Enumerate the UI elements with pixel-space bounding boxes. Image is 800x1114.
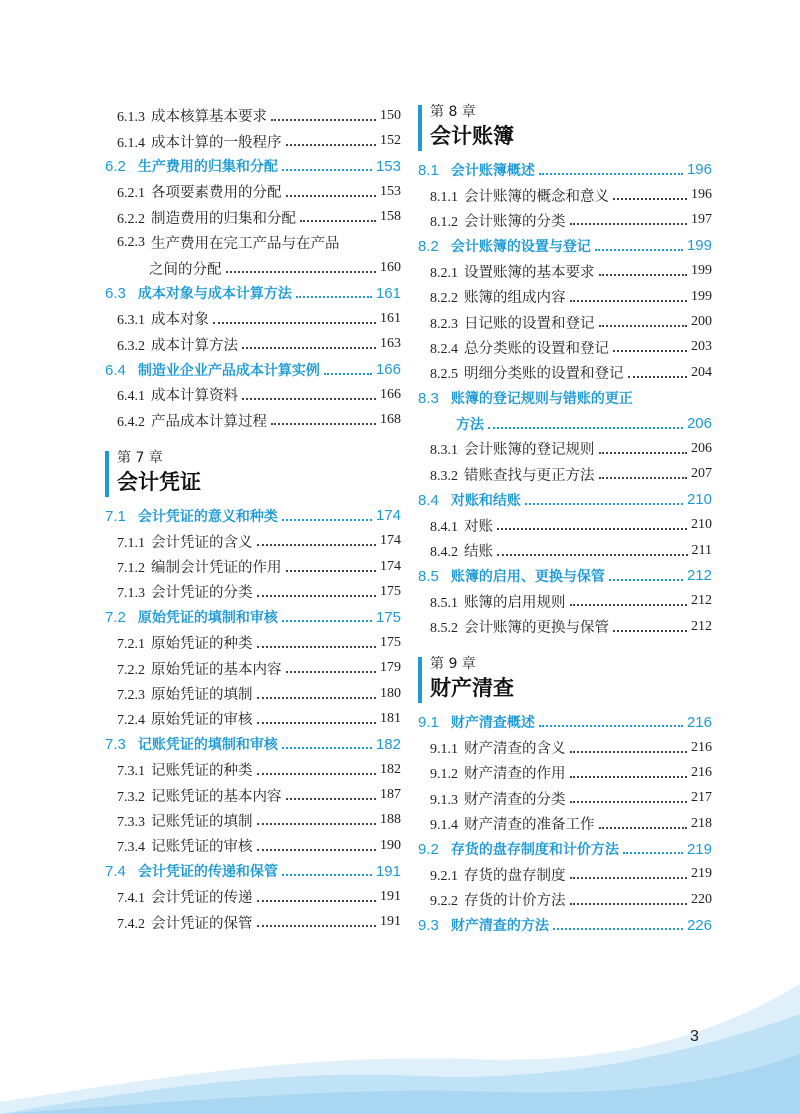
- dot-leader: [296, 296, 372, 298]
- page-ref: 206: [686, 415, 712, 433]
- entry-number: 7.4.2: [117, 916, 145, 932]
- dot-leader: [282, 747, 372, 749]
- page-ref: 197: [691, 212, 712, 228]
- page-ref: 163: [380, 336, 401, 352]
- dot-leader: [257, 823, 377, 825]
- dot-leader: [282, 169, 372, 171]
- entry-number: 7.3.4: [117, 840, 145, 856]
- page-ref: 212: [691, 593, 712, 609]
- entry-title: 记账凭证的审核: [151, 839, 253, 856]
- page-ref: 180: [380, 685, 401, 701]
- page-ref: 168: [380, 412, 401, 428]
- dot-leader: [257, 925, 377, 927]
- dot-leader: [271, 423, 376, 425]
- dot-leader: [282, 874, 372, 876]
- dot-leader: [599, 827, 688, 829]
- dot-leader: [570, 801, 688, 803]
- toc-entry-7-4-1[interactable]: [105, 884, 401, 909]
- toc-section-6-2[interactable]: 6.2 生产费用的归集和分配 153: [105, 157, 401, 176]
- page-ref: 160: [380, 260, 401, 276]
- page-ref: 216: [691, 739, 712, 755]
- toc-section-6-3[interactable]: 6.3 成本对象与成本计算方法 161: [105, 284, 401, 303]
- page-ref: 204: [691, 364, 712, 380]
- toc-entry-6-2-2[interactable]: 6.2.2 制造费用的归集和分配 158: [117, 209, 401, 227]
- dot-leader: [257, 849, 377, 851]
- toc-section-7-1[interactable]: [105, 503, 401, 528]
- dot-leader: [570, 903, 688, 905]
- toc-entry-7-1-2[interactable]: [105, 554, 401, 579]
- toc-entry-7-4-2[interactable]: [105, 909, 401, 934]
- dot-leader: [570, 300, 688, 302]
- toc-entry-8-2-1[interactable]: 8.2.1 设置账簿的基本要求 199: [430, 263, 712, 281]
- dot-leader: [242, 398, 376, 400]
- entry-title: 记账凭证的填制: [151, 813, 253, 830]
- entry-title: 原始凭证的填制: [151, 687, 253, 703]
- dot-leader: [570, 776, 688, 778]
- page-ref: 199: [691, 263, 712, 279]
- page-ref: 210: [686, 491, 712, 509]
- page-ref: 191: [375, 862, 401, 880]
- toc-entry-8-4-1[interactable]: 8.4.1 对账 210: [430, 517, 712, 535]
- page-ref: 188: [380, 812, 401, 828]
- toc-entry-7-2-3[interactable]: [105, 681, 401, 706]
- entry-title: 记账凭证的种类: [151, 763, 253, 780]
- entry-title: 会计凭证的传递和保管: [137, 864, 278, 881]
- entry-title: 会计凭证的传递: [151, 890, 253, 907]
- dot-leader: [525, 503, 683, 505]
- page-ref: 158: [380, 209, 401, 225]
- toc-section-8-2[interactable]: 8.2 会计账簿的设置与登记 199: [418, 237, 712, 255]
- dot-leader: [257, 595, 377, 597]
- page-ref: 191: [380, 914, 401, 930]
- toc-section-7-3[interactable]: [105, 732, 401, 757]
- toc-entry-8-2-2[interactable]: 8.2.2 账簿的组成内容 199: [430, 288, 712, 307]
- toc-entry-6-2-3-line2[interactable]: 之间的分配 160: [149, 260, 401, 278]
- dot-leader: [613, 630, 687, 632]
- page-ref: 166: [380, 386, 401, 402]
- toc-entry-6-3-1[interactable]: 6.3.1 成本对象 161: [117, 310, 401, 329]
- toc-entry-9-1-1[interactable]: 9.1.1 财产清查的含义 216: [430, 739, 712, 757]
- toc-section-8-4[interactable]: 8.4 对账和结账 210: [418, 491, 712, 509]
- page-ref: 175: [380, 634, 401, 650]
- toc-entry-7-2-4[interactable]: [105, 706, 401, 731]
- dot-leader: [613, 350, 687, 352]
- toc-entry-6-4-2[interactable]: 6.4.2 产品成本计算过程 168: [117, 412, 401, 430]
- toc-section-8-1[interactable]: 8.1 会计账簿概述 196: [418, 161, 712, 179]
- dot-leader: [213, 322, 376, 324]
- dot-leader: [286, 798, 377, 800]
- dot-leader: [257, 773, 377, 775]
- page-ref: 187: [380, 787, 401, 803]
- toc-section-7-2[interactable]: [105, 605, 401, 630]
- toc-entry-8-3-1[interactable]: 8.3.1 会计账簿的登记规则 206: [430, 440, 712, 459]
- toc-entry-7-3-4[interactable]: [105, 833, 401, 858]
- dot-leader: [257, 646, 377, 648]
- dot-leader: [623, 852, 683, 854]
- toc-entry-7-2-2[interactable]: [105, 655, 401, 680]
- page-ref: 152: [380, 133, 401, 149]
- toc-entry-7-1-3[interactable]: [105, 579, 401, 604]
- page-ref: 174: [380, 533, 401, 549]
- chapter-title: 会计账簿: [430, 124, 514, 148]
- page-ref: 182: [375, 735, 401, 753]
- toc-entry-6-2-1[interactable]: 6.2.1 各项要素费用的分配 153: [117, 183, 401, 202]
- entry-number: 7.3.2: [117, 789, 145, 805]
- dot-leader: [286, 195, 377, 197]
- toc-entry-6-1-3[interactable]: 6.1.3 成本核算基本要求 150: [117, 107, 401, 126]
- page-ref: 150: [380, 107, 401, 123]
- entry-number: 7.2.4: [117, 713, 145, 729]
- toc-entry-6-1-4[interactable]: 6.1.4 成本计算的一般程序 152: [117, 133, 401, 151]
- page-ref: 216: [691, 764, 712, 780]
- toc-entry-8-2-5[interactable]: 8.2.5 明细分类账的设置和登记 204: [430, 364, 712, 383]
- dot-leader: [300, 220, 376, 222]
- page-ref: 175: [375, 608, 401, 626]
- dot-leader: [226, 271, 377, 273]
- entry-number: 7.3: [105, 736, 126, 754]
- page-ref: 190: [380, 837, 401, 853]
- dot-leader: [539, 173, 683, 175]
- entry-number: 7.1.3: [117, 586, 145, 602]
- dot-leader: [570, 604, 688, 606]
- page-ref: 182: [380, 761, 401, 777]
- dot-leader: [497, 554, 688, 556]
- toc-section-8-3-line2[interactable]: 方法 206: [456, 415, 712, 433]
- dot-leader: [488, 427, 683, 429]
- chapter-8-heading[interactable]: [418, 103, 712, 151]
- toc-section-6-4[interactable]: 6.4 制造业企业产品成本计算实例 166: [105, 361, 401, 379]
- dot-leader: [271, 119, 376, 121]
- toc-entry-8-1-1[interactable]: 8.1.1 会计账簿的概念和意义 196: [430, 187, 712, 205]
- toc-entry-8-2-4[interactable]: 8.2.4 总分类账的设置和登记 203: [430, 339, 712, 357]
- page-ref: 219: [686, 840, 712, 858]
- dot-leader: [286, 570, 377, 572]
- dot-leader: [539, 725, 683, 727]
- toc-entry-6-2-3-line1[interactable]: 6.2.3 生产费用在完工产品与在产品: [117, 234, 340, 253]
- entry-number: 7.4: [105, 863, 126, 881]
- page-ref: 218: [691, 815, 712, 831]
- page-ref: 216: [686, 713, 712, 731]
- entry-title: 会计凭证的保管: [151, 915, 253, 932]
- toc-entry-6-3-2[interactable]: 6.3.2 成本计算方法 163: [117, 336, 401, 354]
- toc-entry-8-4-2[interactable]: 8.4.2 结账 211: [430, 542, 712, 561]
- entry-number: 7.2.2: [117, 662, 145, 678]
- toc-entry-8-3-2[interactable]: 8.3.2 错账查找与更正方法 207: [430, 466, 712, 484]
- dot-leader: [282, 519, 372, 521]
- page-ref: 153: [375, 157, 401, 175]
- entry-number: 7.1.1: [117, 535, 145, 551]
- entry-number: 7.2.3: [117, 688, 145, 703]
- page-ref: 199: [691, 288, 712, 304]
- page-ref: 199: [686, 237, 712, 255]
- toc-entry-7-3-2[interactable]: [105, 782, 401, 807]
- page-ref: 161: [380, 310, 401, 326]
- entry-number: 7.2.1: [117, 637, 145, 653]
- dot-leader: [282, 620, 372, 622]
- page-ref: 174: [380, 558, 401, 574]
- entry-title: 记账凭证的填制和审核: [137, 737, 278, 754]
- chapter-9-heading[interactable]: [418, 655, 712, 703]
- toc-entry-7-3-3[interactable]: [105, 808, 401, 833]
- toc-entry-7-3-1[interactable]: [105, 757, 401, 782]
- chapter-7-toc: [105, 503, 401, 935]
- dot-leader: [257, 722, 377, 724]
- page-ref: 153: [380, 183, 401, 199]
- page-ref: 212: [686, 567, 712, 585]
- dot-leader: [286, 144, 377, 146]
- toc-section-7-4[interactable]: [105, 859, 401, 884]
- chapter-label: 第 9 章: [430, 656, 476, 673]
- chapter-accent-bar: [418, 657, 422, 703]
- toc-entry-9-1-3[interactable]: 9.1.3 财产清查的分类 217: [430, 790, 712, 808]
- toc-entry-7-2-1[interactable]: [105, 630, 401, 655]
- dot-leader: [257, 697, 377, 699]
- dot-leader: [599, 452, 688, 454]
- page-ref: 181: [380, 710, 401, 726]
- page-ref: 175: [380, 583, 401, 599]
- chapter-label: 第 8 章: [430, 104, 476, 120]
- entry-number: 7.2: [105, 609, 126, 627]
- dot-leader: [570, 751, 688, 753]
- toc-entry-9-2-2[interactable]: 9.2.2 存货的计价方法 220: [430, 891, 712, 910]
- entry-title: 会计凭证的分类: [151, 585, 253, 602]
- toc-entry-8-1-2[interactable]: 8.1.2 会计账簿的分类 197: [430, 212, 712, 230]
- entry-number: 7.3.3: [117, 814, 145, 830]
- entry-title: 会计凭证的含义: [151, 534, 253, 551]
- toc-section-8-5[interactable]: 8.5 账簿的启用、更换与保管 212: [418, 567, 712, 585]
- toc-entry-8-5-2[interactable]: 8.5.2 会计账簿的更换与保管 212: [430, 618, 712, 637]
- page-ref: 219: [691, 866, 712, 882]
- chapter-accent-bar: [105, 451, 109, 497]
- chapter-title: 财产清查: [430, 676, 514, 701]
- dot-leader: [324, 373, 372, 375]
- toc-entry-9-1-2[interactable]: 9.1.2 财产清查的作用 216: [430, 764, 712, 783]
- toc-entry-6-4-1[interactable]: 6.4.1 成本计算资料 166: [117, 386, 401, 405]
- dot-leader: [497, 528, 687, 530]
- page-ref: 211: [691, 542, 712, 558]
- dot-leader: [242, 347, 376, 349]
- dot-leader: [599, 477, 688, 479]
- page-ref: 174: [375, 507, 401, 525]
- dot-leader: [570, 223, 688, 225]
- page-ref: 200: [691, 314, 712, 330]
- entry-number: 7.4.1: [117, 891, 145, 907]
- toc-entry-8-2-3[interactable]: 8.2.3 日记账的设置和登记 200: [430, 314, 712, 332]
- page-ref: 203: [691, 339, 712, 355]
- page-ref: 179: [380, 660, 401, 676]
- page-number: 3: [690, 1028, 699, 1045]
- dot-leader: [257, 544, 377, 546]
- dot-leader: [257, 900, 377, 902]
- entry-title: 记账凭证的基本内容: [151, 788, 282, 805]
- toc-section-9-1[interactable]: 9.1 财产清查概述 216: [418, 713, 712, 732]
- toc-section-9-2[interactable]: 9.2 存货的盘存制度和计价方法 219: [418, 840, 712, 859]
- page-ref: 210: [691, 517, 712, 533]
- dot-leader: [599, 325, 688, 327]
- dot-leader: [613, 198, 687, 200]
- page-ref: 217: [691, 790, 712, 806]
- entry-title: 原始凭证的填制和审核: [137, 610, 278, 627]
- toc-left-column: [105, 103, 401, 935]
- entry-title: 原始凭证的种类: [151, 636, 253, 653]
- toc-right-column: [418, 103, 712, 938]
- chapter-accent-bar: [418, 105, 422, 151]
- page-ref: 206: [691, 440, 712, 456]
- wave-decoration: [0, 984, 800, 1114]
- chapter-7-heading[interactable]: [105, 449, 401, 497]
- entry-number: 7.3.1: [117, 764, 145, 780]
- entry-title: 编制会计凭证的作用: [151, 560, 282, 577]
- dot-leader: [609, 579, 683, 581]
- entry-title: 原始凭证的审核: [151, 712, 253, 729]
- toc-section-8-3-line1[interactable]: 8.3 账簿的登记规则与错账的更正: [418, 389, 633, 408]
- dot-leader: [570, 877, 688, 879]
- page-ref: 161: [375, 284, 401, 302]
- page-ref: 196: [691, 187, 712, 203]
- dot-leader: [599, 274, 688, 276]
- entry-number: 7.1: [105, 507, 126, 525]
- entry-title: 原始凭证的基本内容: [151, 661, 282, 678]
- page-ref: 196: [686, 161, 712, 179]
- toc-entry-7-1-1[interactable]: [105, 528, 401, 553]
- toc-entry-8-5-1[interactable]: 8.5.1 账簿的启用规则 212: [430, 593, 712, 611]
- toc-section-9-3[interactable]: 9.3 财产清查的方法 226: [418, 916, 712, 935]
- toc-entry-9-1-4[interactable]: 9.1.4 财产清查的准备工作 218: [430, 815, 712, 834]
- toc-entry-9-2-1[interactable]: 9.2.1 存货的盘存制度 219: [430, 866, 712, 884]
- chapter-title: 会计凭证: [117, 470, 201, 495]
- chapter-label: 第 7 章: [117, 450, 163, 467]
- dot-leader: [595, 249, 683, 251]
- page-ref: 226: [686, 916, 712, 934]
- page-ref: 166: [375, 361, 401, 379]
- entry-title: 会计凭证的意义和种类: [137, 508, 278, 525]
- page-ref: 207: [691, 466, 712, 482]
- dot-leader: [553, 928, 683, 930]
- entry-number: 7.1.2: [117, 561, 145, 577]
- page-ref: 212: [691, 618, 712, 634]
- dot-leader: [286, 671, 377, 673]
- page-ref: 191: [380, 888, 401, 904]
- page-ref: 220: [691, 891, 712, 907]
- dot-leader: [628, 376, 688, 378]
